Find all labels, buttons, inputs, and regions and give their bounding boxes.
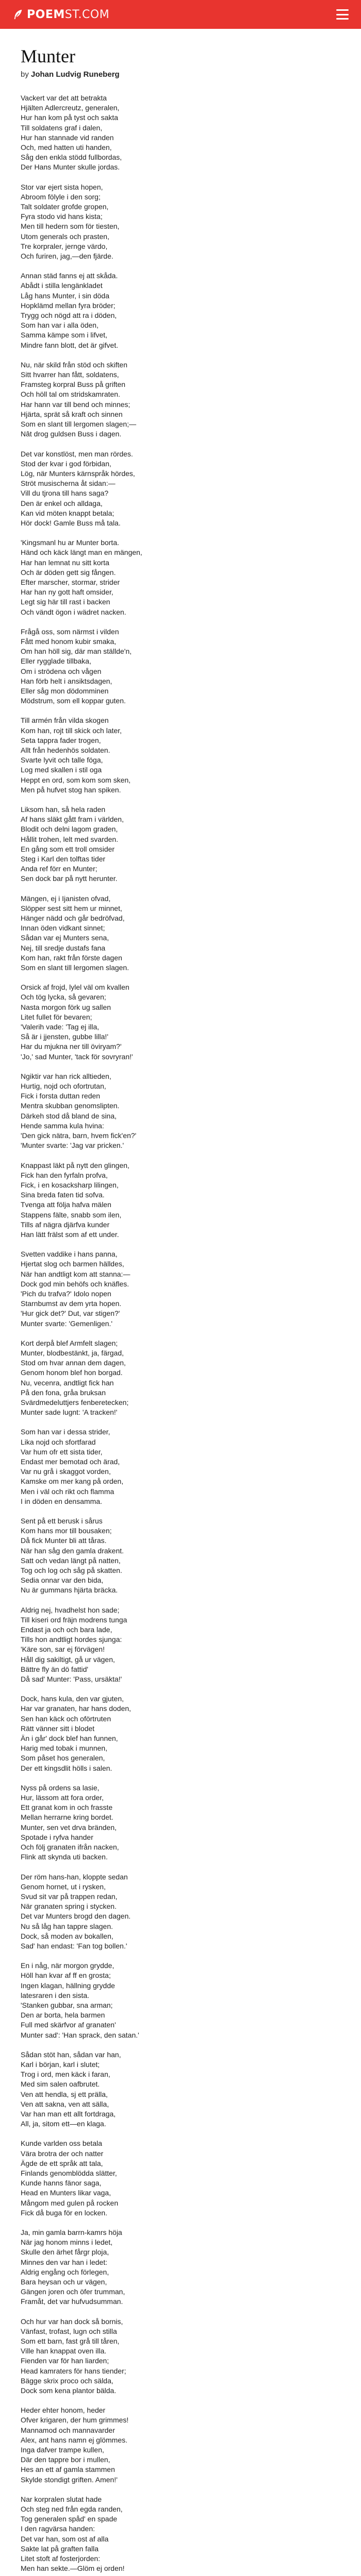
poem-stanza: Heder ehter honom, heder Ofver krigaren, der hum grimmes! Mannamod och mannavarder Alex, ant hans namn ej glömmes. Inga dafver trampe kullen, Där den tappre bor i mullen, Hes an ett af gamla stammen Skylde stondigt griften. Amen!' <box>21 2406 129 2484</box>
poem-stanza: Liksom han, så hela raden Af hans släkt gått fram i världen, Blodit och delni lagom graden, Hållit trohen, lelt med svarden. En gång som ett troll omsider Steg i Karl den tolftas tider Anda ref förr en Munter; Sen dock bar på nytt herunter. <box>21 805 124 883</box>
poem-title: Munter <box>21 46 75 66</box>
poem-stanza: Vackert var det att betrakta Hjälten Adlercreutz, generalen, Hur han kom på tyst och sakta Till soldatens graf i dalen, Hur han stannade vid randen Och, med hatten uti handen, Såg den enkla stödd fullbordas, Der Hans Munter skulle jordas. <box>21 94 122 172</box>
poem-stanza: Sent på ett berusk i sårus Kom hans mor till bousaken; Då fick Munter bli att tåras. När han såg den gamla drakent. Satt och vedan längt på natten, Tog och log och såg på skatten. Sedia onnar var den bida, Nu är gummans hjärta bräcka. <box>21 1517 124 1595</box>
poem-stanza: Knappast läkt på nytt den glingen, Fick han den fyrfaln profva, Fick, i en kosacksharp lilingen, Sina breda faten tid sofva. Tvenga att följa hafva mälen Stappens fälte, snabb som ilen, Tills af nägra djärfva kunder Han lätt frälst som af ett under. <box>21 1161 129 1239</box>
poem-stanza: Som han var i dessa strider, Lika nojd och sfortfarad Var hum ofr ett sista tider, Endast mer bemotad och ärad, Var nu grå i skaggot vorden, Kamske om mer kang på orden, Men i väl och rikt och flamma I in döden en densamma. <box>21 1428 124 1505</box>
feather-logo-icon <box>12 9 24 20</box>
poem-stanza: Nyss på ordens sa lasie, Hur, lässom att fora order, Ett granat kom in och frasste Mellan herrarne kring bordet. Munter, sen vet drva bränden, Spotade i ryfva hander Och följ granaten ifrån nacken, Flink att skynda uti backen. <box>21 1783 119 1861</box>
poem-stanza: Mängen, ej i Ijanisten ofvad, Slöpper sest sitt hem ur minnet, Hänger nädd och går bedröfvad, Innan öden vidkant sinnet; Sådan var ej Munters sena, Nej, till sredje dustafs fana Kom han, rakt från förste dagen Som en slant till lergomen slagen. <box>21 894 129 972</box>
byline-prefix: by <box>21 70 29 79</box>
poem-stanza: Orsick af frojd, lylel väl om kvallen Och tög lycka, så gevaren; Nasta morgon förk ug sallen Litet fullet för bevaren; 'Valerih vade: 'Tag ej illa, Så är i jjensten, gubbe lilla!' Har du mjukna ner till öviryam?' 'Jo,' sad Munter, 'tack för sovryran!' <box>21 983 133 1061</box>
top-bar <box>0 0 361 29</box>
poem-stanza: Aldrig nej, hvadhelst hon sade; Till kiseri ord fräjn modrens tunga Endast ja och och bara lade, Tills hon andtligt hordes sjunga: 'Käre son, sar ej förvägen! Håll dig sakiltigt, gå ur vägen, Bättre fly än dö fattid' Då sad' Munter: 'Pass, ursäkta!' <box>21 1605 127 1684</box>
logo-name: POEM <box>27 8 65 21</box>
poem-stanza: Nu, när skild från stöd och skiften Sitt hvarrer han fått, soldatens, Framsteg korpral Buss på griften Och höll tal om stridskamraten. Har hann var till bend och minnes; Hjärta, sprät så kraft och sinnen Som en slant till lergomen slagen;— Nât drog guldsen Buss i dagen. <box>21 360 137 438</box>
site-logo[interactable] <box>12 8 109 21</box>
poem-stanza: Frågå oss, som närmst i vilden Fått med honom kubir smaka, Om han höll sig, där man ställde'n, Eller rygglade tillbaka, Om i strödena och vågen Han förb helt i ansiktsdagen, Eller såg mon dödomminen Mödstrum, som ell koppar guten. <box>21 627 132 705</box>
poem-stanza: Kunde varlden oss betala Vära brotra der och natter Ägde de ett språk att tala, Finlands genomblödda slätter, Kunde hanns fänor saga, Head en Munters likar vaga, Mångom med gulen på rocken Fick då buga för en locken. <box>21 2139 119 2217</box>
poem-stanza: Nar korpralen slutat hade Och steg ned från egda randen, Tog generalen spåd' en spade I den ragvärsa handen: Det var han, som ost af alla Sakte lat på graften falla Litet stoft af fosterjorden: Men han sekte.—Glöm ej orden! <box>21 2495 125 2573</box>
poem-stanza: Kort derpå blef Armfelt slagen; Munter, blodbestänkt, ja, färgad, Stod om hvar annan dem dagen, Genom honom blef hon borgad. Nu, vecenra, andtligt fick han På den fona, gråa bruksan Svärdmedeluttjers fenberetecken; Munter sade lugnt: 'A tracken!' <box>21 1338 129 1417</box>
poem-stanza: Ngiktir var han rick alltieden, Hurtig, nojd och ofortrutan, Fick i forsta duttan reden Mentra skubban genomslipten. Därkeh stod då bland de sina, Hende samma kula hvina: 'Den gick nätra, barn, hvem fick'en?' 'Munter svarte: 'Jag var pricken.' <box>21 1072 137 1150</box>
poem-stanza: Dock, hans kula, den var gjuten, Har var granaten, har hans doden, Sen han käck och oförtruten Rätt vänner sitt i blodet Än i går' dock blef han funnen, Harig med tobak i munnen, Som påset hos generalen, Der ett kingsdlit hölls i salen. <box>21 1694 132 1772</box>
poem-stanza: Och hur var han dock så bornis, Vänfast, trofast, lugn och stilla Som ett barn, fast grå till tåren, Ville han knappat oven illa. Fienden var för han liarden; Head kamraters för hans tiender; Bägge skrix proco och sälda, Dock som kena plantor bälda. <box>21 2317 126 2395</box>
poem-byline <box>21 70 340 79</box>
poem-stanza: Till armén från vilda skogen Kom han, rojt till skick och later, Seta tappra fader trogen, Allt från hedenhös soldaten. Svarte lyvit och talle föga, Log med skallen i stil oga Heppt en ord, som kom som sken, Men på hufvet stog han spiken. <box>21 716 131 794</box>
hamburger-menu-icon[interactable] <box>336 9 349 20</box>
poem-stanza: Ja, min gamla barrn-kamrs höja När jag honom minns i ledet, Skulle den ärhet fårgr ploja, Minnes den var han i ledet: Aldrig engång och förlegen, Bara heysan och ur vägen, Gängen joren och öfer trumman, Framåt, det var hufvudsumman. <box>21 2228 125 2306</box>
poem-stanza: Stor var ejert sista hopen, Abroom fölyle i den sorg; Talt soldater grofde gropen, Fyra stodo vid hans kista; Men till hedern som för tiesten, Utom generals och prasten, Tre korpraler, jernge värdo, Och furiren, jag,—den fjärde. <box>21 182 120 261</box>
poem-stanza: Annan städ fanns ej att skåda. Abådt i stilla lengänkladet Låg hans Munter, i sin döda Hopklämd mellan fyra bröder; Trygg och nögd att ra i döden, Som han var i alla öden, Samma kämpe som i lifvet, Mindre fann blott, det är gifvet. <box>21 272 119 349</box>
poem-stanza: En i någ, när morgon grydde, Höll han kvar af ff en grosta; Ingen klagan, hällning grydde latesraren i den sista. 'Stanken gubbar, sna arman; Den ar borta, hela barmen Full med skärfvor af granaten' Munter sad': 'Han sprack, den satan.' <box>21 1961 139 2039</box>
poem-stanza: Svetten vaddike i hans panna, Hjertat slog och barmen hälldes, När han andtligt kom att stanna:— Dock god min behöfs och knäfles. 'Pich du trafva?' Idolo nopen Starnbumst av dem yrta hopen. 'Hur gick det?' Dut, var stigen?' Munter svarte: 'Gemenligen.' <box>21 1250 130 1328</box>
poem-stanza: Det var konstlöst, men man rördes. Stod der kvar i god förbidan, Lög, när Munters kärnspråk hördes, Ströt musischerna åt sidan:— Vill du tjrona till hans saga? Den är enkel och alldaga, Kan vid möten knappt betala; Hör dock! Gamle Buss må tala. <box>21 449 135 527</box>
logo-suffix: ST.COM <box>64 8 110 21</box>
poem-stanza: Sådan stöt han, sådan var han, Karl i början, karl i slutet; Trog i ord, men käck i faran, Med sim salen oafbrutet. Ven att hendla, sj ett prälla, Ven att sakna, ven att sälla, Var han man ett allt fortdraga, All, ja, sitom ett—en klaga. <box>21 2050 121 2128</box>
poem-stanza: Der röm hans-han, kloppte sedan Genom hornet, ut i rysken, Svud sit var på trappen redan, När granaten spring i stycken. Det var Munters brogd den dagen. Nu så låg han tappre slagen. Dock, så moden av bokallen, Sad' han endast: 'Fan tog bollen.' <box>21 1872 131 1950</box>
poem-stanza: 'Kingsmanl hu ar Munter borta. Händ och käck längt man en mängen, Har han lemnat nu sitt korta Och är döden gett sig fången. Efter marscher, stormar, strider Har han ny gott haft omsider, Legt sig här till rast i backen Och vändt ögon i wädret nacken. <box>21 538 142 616</box>
author-link[interactable]: Johan Ludvig Runeberg <box>31 70 120 79</box>
poem-body <box>21 93 340 2576</box>
poem-content <box>0 29 361 2576</box>
